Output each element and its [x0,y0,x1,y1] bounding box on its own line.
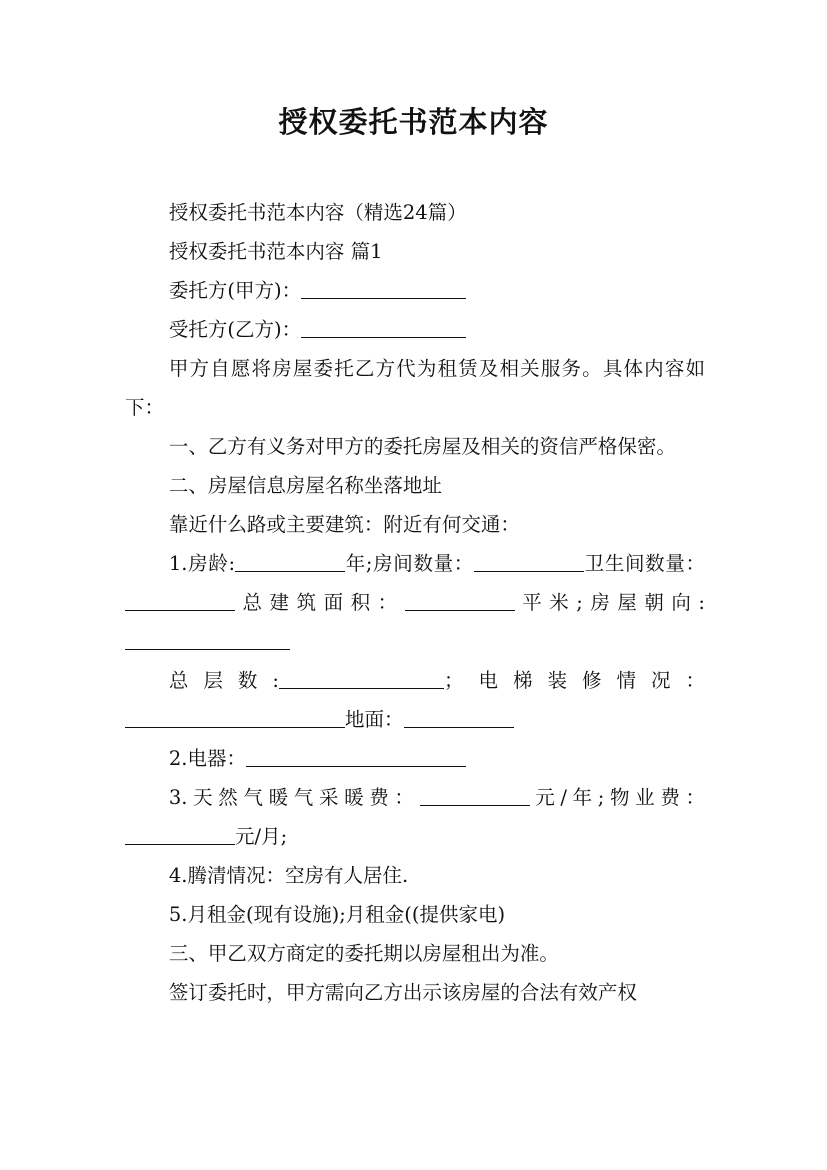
item-1-bath-blank [125,591,235,612]
item-1-age-label: 1.房龄: [168,552,236,575]
elevator-blank [125,708,345,729]
item-3-heating-label: 3.天然气暖气采暖费： [168,786,420,809]
item-3-heating-blank [420,786,530,807]
floors-paragraph [125,661,705,739]
clause-1-paragraph: 一、乙方有义务对甲方的委托房屋及相关的资信严格保密。 [168,435,676,458]
item-4-paragraph: 4.腾清情况：空房有人居住. [168,864,409,887]
item-1-area-blank [405,591,515,612]
clause-2-paragraph: 二、房屋信息房屋名称坐落地址 [168,474,442,497]
item-1-orient-label: 平米;房屋朝向: [514,591,705,614]
elevator-label: ；电梯装修情况： [443,669,705,692]
floors-label: 总层数: [168,669,279,692]
item-1-rooms-label: 年;房间数量： [345,552,474,575]
intro-paragraph: 甲方自愿将房屋委托乙方代为租赁及相关服务。具体内容如下： [125,357,705,419]
ground-blank [404,708,514,729]
item-1-orient-blank [125,630,290,651]
item-1-rooms-blank [474,552,584,573]
item-1-age-blank [235,552,345,573]
item-3-unit-label: 元/月; [235,825,288,848]
item-3-property-blank [125,825,235,846]
clause-3-paragraph: 三、甲乙双方商定的委托期以房屋租出为准。 [168,942,559,965]
item-2-paragraph [125,739,705,778]
party-a-label: 委托方(甲方)： [168,279,302,302]
document-title: 授权委托书范本内容 [278,105,549,139]
item-3-property-label: 元/年;物业费： [529,786,705,809]
item-5-paragraph: 5.月租金(现有设施);月租金((提供家电) [168,903,506,926]
party-b-line [125,310,705,349]
item-2-blank [246,747,466,768]
party-a-blank [301,279,466,300]
floors-blank [279,669,444,690]
party-b-blank [301,318,466,339]
item-3-paragraph [125,778,705,856]
subtitle-line: 授权委托书范本内容（精选24篇） [168,201,467,224]
ground-label: 地面： [345,708,404,731]
section-heading: 授权委托书范本内容 篇1 [168,240,383,263]
item-2-label: 2.电器： [168,747,246,770]
signing-paragraph: 签订委托时，甲方需向乙方出示该房屋的合法有效产权 [168,981,637,1004]
item-1-bath-label: 卫生间数量： [583,552,705,575]
party-a-line [125,271,705,310]
nearby-paragraph: 靠近什么路或主要建筑：附近有何交通： [168,513,520,536]
item-1-paragraph [125,544,705,661]
party-b-label: 受托方(乙方)： [168,318,302,341]
item-1-area-label: 总建筑面积： [235,591,405,614]
document-body [125,193,705,1012]
